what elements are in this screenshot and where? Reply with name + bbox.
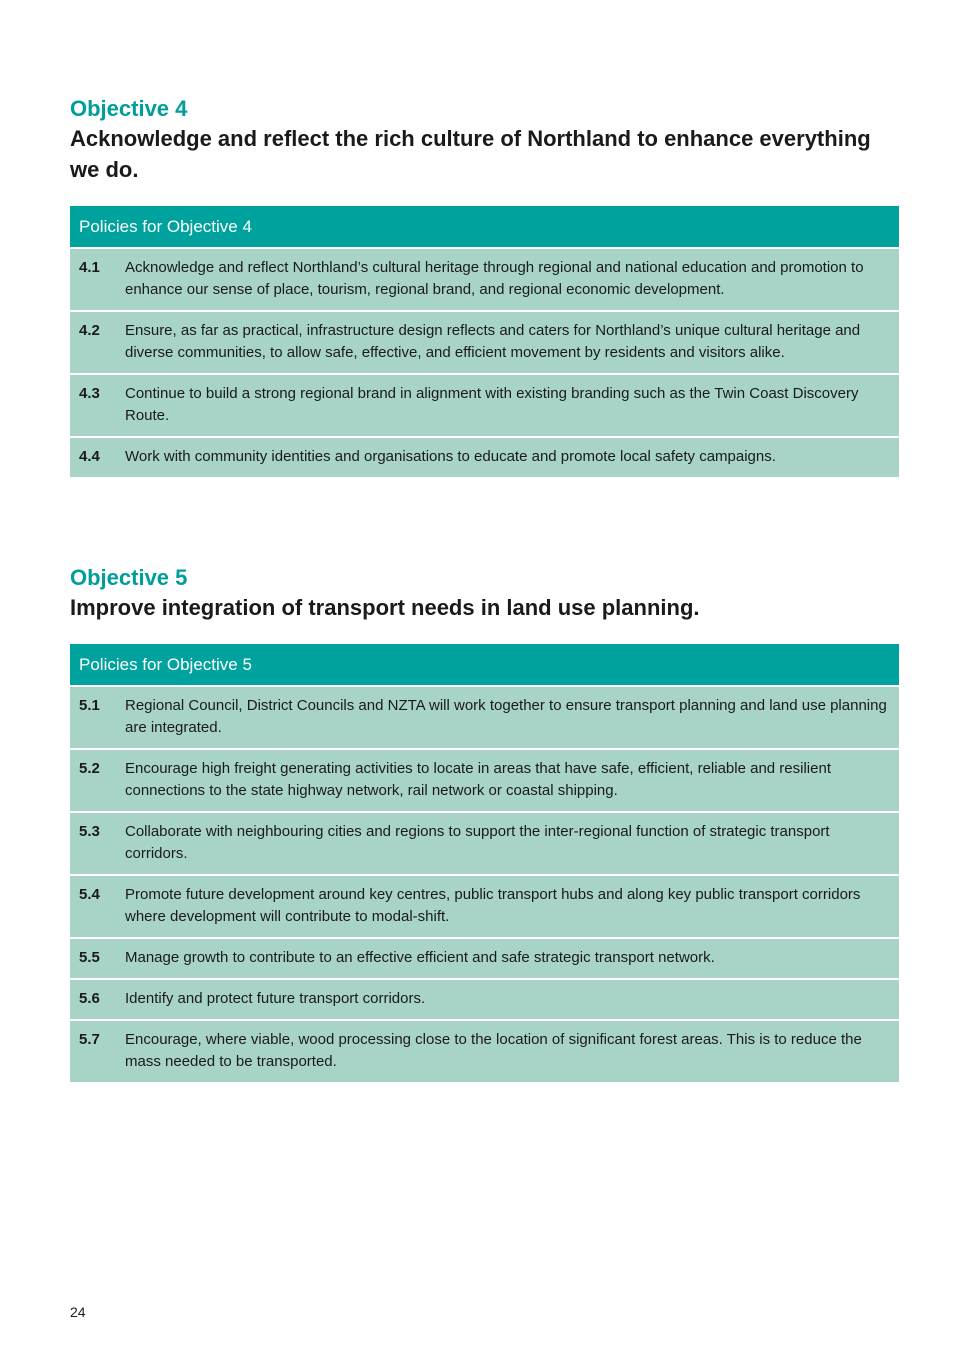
objective-5-section xyxy=(70,564,899,1082)
policy-text: Encourage high freight generating activities to locate in areas that have safe, efficient, reliable and resilient connections to the state highway network, rail network or coastal shipping. xyxy=(125,749,899,812)
policy-number: 5.6 xyxy=(70,979,125,1020)
objective-5-label: Objective 5 xyxy=(70,565,188,590)
policy-text: Collaborate with neighbouring cities and regions to support the inter-regional function of strategic transport corridors. xyxy=(125,812,899,875)
table-row xyxy=(70,875,899,938)
policy-text: Work with community identities and organisations to educate and promote local safety campaigns. xyxy=(125,437,899,477)
policy-number: 5.7 xyxy=(70,1020,125,1082)
table-row xyxy=(70,248,899,311)
policy-text: Encourage, where viable, wood processing close to the location of significant forest areas. This is to reduce the mass needed to be transported. xyxy=(125,1020,899,1082)
table-row xyxy=(70,686,899,749)
policy-number: 5.4 xyxy=(70,875,125,938)
objective-4-policy-table xyxy=(70,206,899,477)
objective-4-title: Acknowledge and reflect the rich culture of Northland to enhance everything we do. xyxy=(70,126,871,182)
policy-text: Continue to build a strong regional brand in alignment with existing branding such as the Twin Coast Discovery Route. xyxy=(125,374,899,437)
policy-text: Regional Council, District Councils and NZTA will work together to ensure transport planning and land use planning are integrated. xyxy=(125,686,899,749)
policy-number: 4.1 xyxy=(70,248,125,311)
policy-number: 5.3 xyxy=(70,812,125,875)
objective-5-title: Improve integration of transport needs in land use planning. xyxy=(70,595,700,620)
policy-number: 5.2 xyxy=(70,749,125,812)
table-row xyxy=(70,311,899,374)
page-number: 24 xyxy=(70,1304,86,1320)
objective-4-label: Objective 4 xyxy=(70,96,188,121)
table-row xyxy=(70,1020,899,1082)
policy-text: Identify and protect future transport corridors. xyxy=(125,979,899,1020)
policy-text: Manage growth to contribute to an effective efficient and safe strategic transport network. xyxy=(125,938,899,979)
objective-4-section xyxy=(70,95,899,477)
table-header-row xyxy=(70,206,899,248)
objective-4-table-header: Policies for Objective 4 xyxy=(70,206,899,248)
policy-number: 5.1 xyxy=(70,686,125,749)
policy-number: 4.2 xyxy=(70,311,125,374)
policy-number: 4.3 xyxy=(70,374,125,437)
objective-5-policy-table xyxy=(70,644,899,1082)
table-row xyxy=(70,938,899,979)
table-row xyxy=(70,374,899,437)
policy-text: Promote future development around key centres, public transport hubs and along key public transport corridors where development will contribute to modal-shift. xyxy=(125,875,899,938)
table-row xyxy=(70,812,899,875)
table-row xyxy=(70,749,899,812)
policy-text: Ensure, as far as practical, infrastructure design reflects and caters for Northland’s unique cultural heritage and diverse communities, to allow safe, effective, and efficient movement by residents and visitors alike. xyxy=(125,311,899,374)
objective-5-table-header: Policies for Objective 5 xyxy=(70,644,899,686)
table-row xyxy=(70,437,899,477)
policy-number: 4.4 xyxy=(70,437,125,477)
policy-number: 5.5 xyxy=(70,938,125,979)
policy-text: Acknowledge and reflect Northland’s cultural heritage through regional and national education and promotion to enhance our sense of place, tourism, regional brand, and regional economic development. xyxy=(125,248,899,311)
table-header-row xyxy=(70,644,899,686)
table-row xyxy=(70,979,899,1020)
